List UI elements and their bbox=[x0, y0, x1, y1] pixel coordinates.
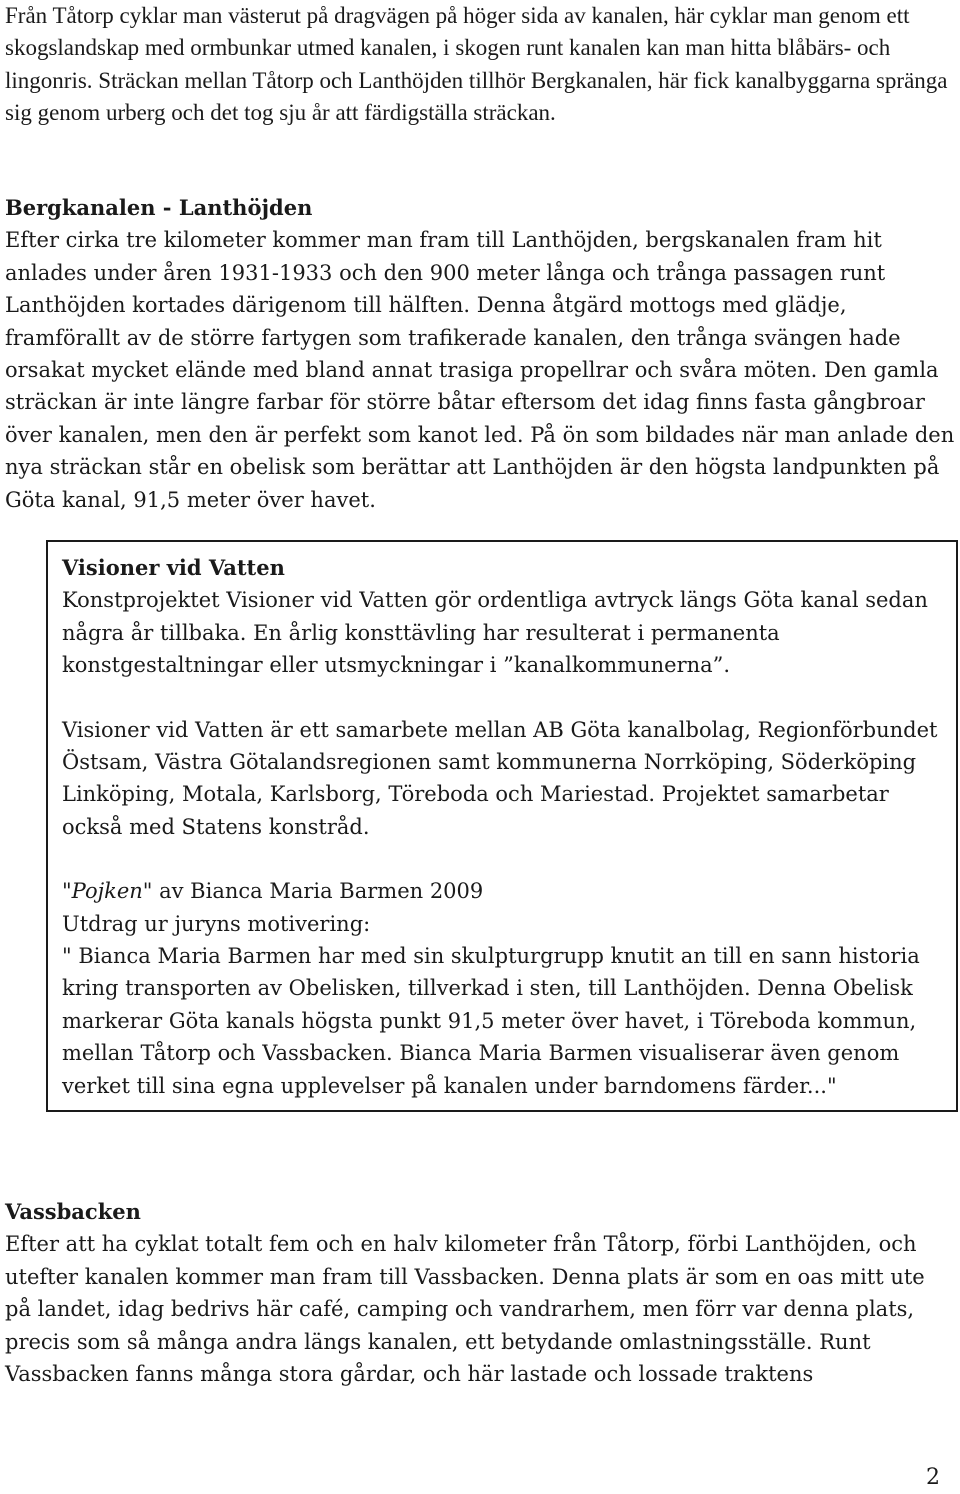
box-paragraph-1: Konstprojektet Visioner vid Vatten gör ordentliga avtryck längs Göta kanal sedan några år tillbaka. En årlig konsttävling har resulterat i permanenta konstgestaltningar eller utsmyckningar i ”kanalkommunerna”. bbox=[62, 588, 928, 678]
intro-section bbox=[5, 0, 955, 130]
page-number: 2 bbox=[926, 1465, 940, 1490]
visioner-vid-vatten-box bbox=[46, 540, 958, 1112]
intro-paragraph: Från Tåtorp cyklar man västerut på dragvägen på höger sida av kanalen, här cyklar man genom ett skogslandskap med ormbunkar utmed kanalen, i skogen runt kanalen kan man hitta blåbärs- och lingonris. Sträckan mellan Tåtorp och Lanthöjden tillhör Bergkanalen, här fick kanalbyggarna spränga sig genom urberg och det tog sju år att färdigställa sträckan. bbox=[5, 3, 948, 126]
jury-label: Utdrag ur juryns motivering: bbox=[62, 911, 371, 936]
box-spacer bbox=[62, 682, 942, 714]
vassbacken-paragraph: Efter att ha cyklat totalt fem och en halv kilometer från Tåtorp, förbi Lanthöjden, och utefter kanalen kommer man fram till Vassbacken. Denna plats är som en oas mitt ute på landet, idag bedrivs här café, camping och vandrarhem, men förr var denna plats, precis som så många andra längs kanalen, ett betydande omlastningsställe. Runt Vassbacken fanns många stora gårdar, och här lastade och lossade traktens bbox=[5, 1232, 925, 1387]
artwork-line bbox=[62, 875, 942, 907]
artwork-title: "Pojken" bbox=[62, 879, 153, 904]
bergkanalen-paragraph: Efter cirka tre kilometer kommer man fram till Lanthöjden, bergskanalen fram hit anlades under åren 1931-1933 och den 900 meter långa och trånga passagen runt Lanthöjden kortades därigenom till hälften. Denna åtgärd mottogs med glädje, framförallt av de större fartygen som trafikerade kanalen, den trånga svängen hade orsakat mycket elände med bland annat trasiga propellrar och svåra möten. Den gamla sträckan är inte längre farbar för större båtar eftersom det idag finns fasta gångbroar över kanalen, men den är perfekt som kanot led. På ön som bildades när man anlade den nya sträckan står en obelisk som berättar att Lanthöjden är den högsta landpunkten på Göta kanal, 91,5 meter över havet. bbox=[5, 228, 955, 512]
box-paragraph-2: Visioner vid Vatten är ett samarbete mellan AB Göta kanalbolag, Regionförbundet Östsam, Västra Götalandsregionen samt kommunerna Norrköping, Söderköping Linköping, Motala, Karlsborg, Töreboda och Mariestad. Projektet samarbetar också med Statens konstråd. bbox=[62, 717, 938, 839]
box-spacer bbox=[62, 843, 942, 875]
box-heading: Visioner vid Vatten bbox=[62, 555, 285, 580]
jury-quote: " Bianca Maria Barmen har med sin skulpturgrupp knutit an till en sann historia kring transporten av Obelisken, tillverkad i sten, till Lanthöjden. Denna Obelisk markerar Göta kanals högsta punkt 91,5 meter över havet, i Töreboda kommun, mellan Tåtorp och Vassbacken. Bianca Maria Barmen visualiserar även genom verket till sina egna upplevelser på kanalen under barndomens färder..." bbox=[62, 944, 920, 1098]
vassbacken-heading: Vassbacken bbox=[5, 1199, 141, 1224]
bergkanalen-heading: Bergkanalen - Lanthöjden bbox=[5, 195, 313, 220]
bergkanalen-section bbox=[5, 192, 955, 516]
vassbacken-section bbox=[5, 1196, 955, 1390]
artwork-byline: av Bianca Maria Barmen 2009 bbox=[152, 879, 484, 904]
